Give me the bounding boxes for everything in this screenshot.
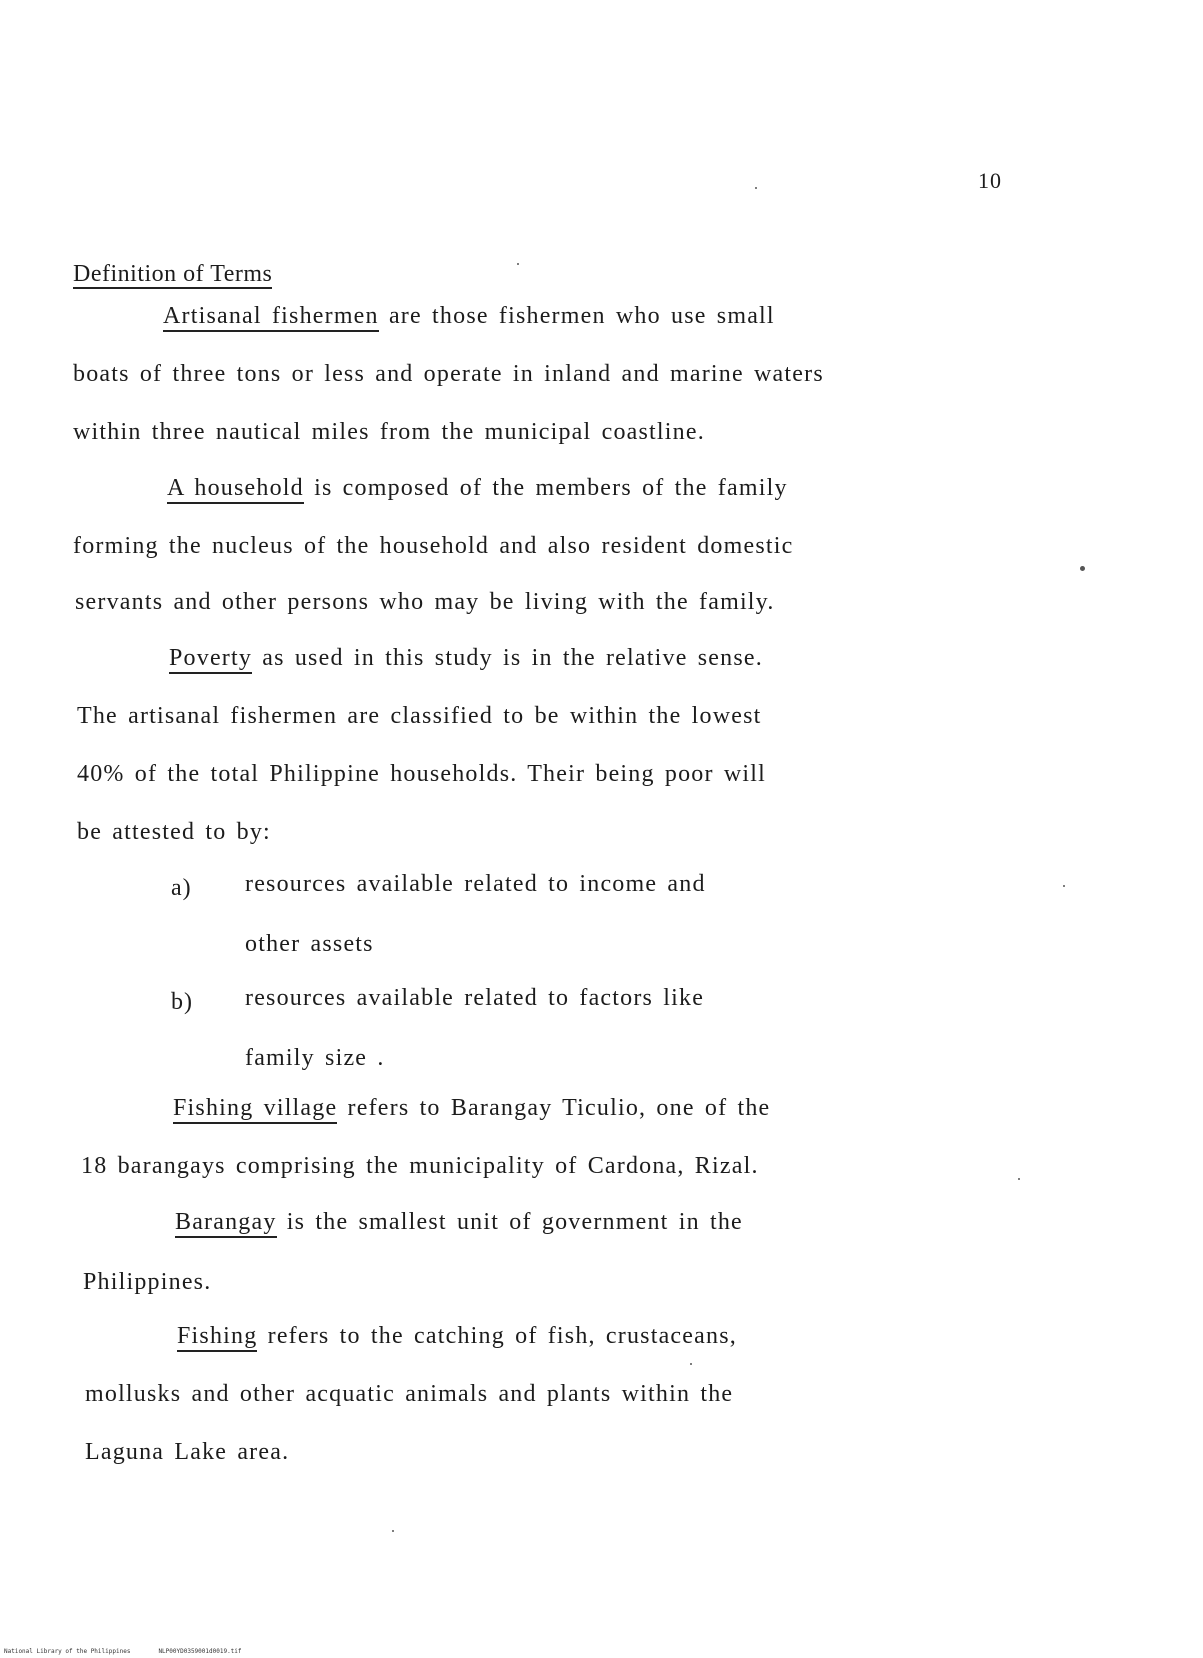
definition-text: refers to the catching of fish, crustaceans, [257,1323,737,1349]
definition-line: within three nautical miles from the municipal coastline. [73,419,705,445]
definition-term: Artisanal fishermen [163,303,379,332]
definition-term: Fishing village [173,1095,337,1124]
list-marker: a) [171,875,192,901]
definition-line: Laguna Lake area. [85,1439,290,1465]
definition-first-line [167,474,788,502]
scan-footer [4,1648,270,1655]
definition-first-line [175,1208,743,1236]
definition-line: servants and other persons who may be living with the family. [75,589,775,615]
scan-speck [392,1530,394,1532]
scan-speck [690,1363,692,1365]
definition-first-line [163,302,775,330]
section-heading: Definition of Terms [73,261,273,287]
definition-line: 18 barangays comprising the municipality of Cardona, Rizal. [81,1153,759,1179]
definition-term: A household [167,475,304,504]
scan-speck [1080,566,1085,571]
definition-line: The artisanal fishermen are classified to be within the lowest [77,703,762,729]
definition-term: Poverty [169,645,252,674]
list-item-line: resources available related to income and [245,871,706,897]
definition-text: is composed of the members of the family [303,475,788,501]
definition-first-line [173,1094,770,1122]
scan-speck [755,187,757,189]
definition-term: Fishing [177,1323,257,1352]
list-marker: b) [171,989,193,1015]
list-item-line: other assets [245,931,374,957]
definition-line: Philippines. [83,1269,212,1295]
definition-line: 40% of the total Philippine households. Their being poor will [77,761,767,787]
scan-speck [517,263,519,265]
definition-first-line [177,1322,737,1350]
page-number: 10 [978,168,1002,193]
definition-text: are those fishermen who use small [378,303,775,329]
definition-line: boats of three tons or less and operate in inland and marine waters [73,361,824,387]
scan-speck [1018,1178,1020,1180]
definition-line: forming the nucleus of the household and also resident domestic [73,533,794,559]
definition-text: as used in this study is in the relative sense. [252,645,763,671]
definition-term: Barangay [175,1209,277,1238]
footer-file: NLP00YD0359001d0019.tif [158,1648,242,1655]
definition-first-line [169,644,763,672]
definition-line: be attested to by: [77,819,271,845]
list-item-line: resources available related to factors like [245,985,705,1011]
definition-text: is the smallest unit of government in the [276,1209,743,1235]
definition-text: refers to Barangay Ticulio, one of the [337,1095,771,1121]
list-item-line: family size . [245,1045,385,1071]
footer-library: National Library of the Philippines [4,1648,131,1655]
definition-line: mollusks and other acquatic animals and plants within the [85,1381,734,1407]
scan-speck [1063,885,1065,887]
